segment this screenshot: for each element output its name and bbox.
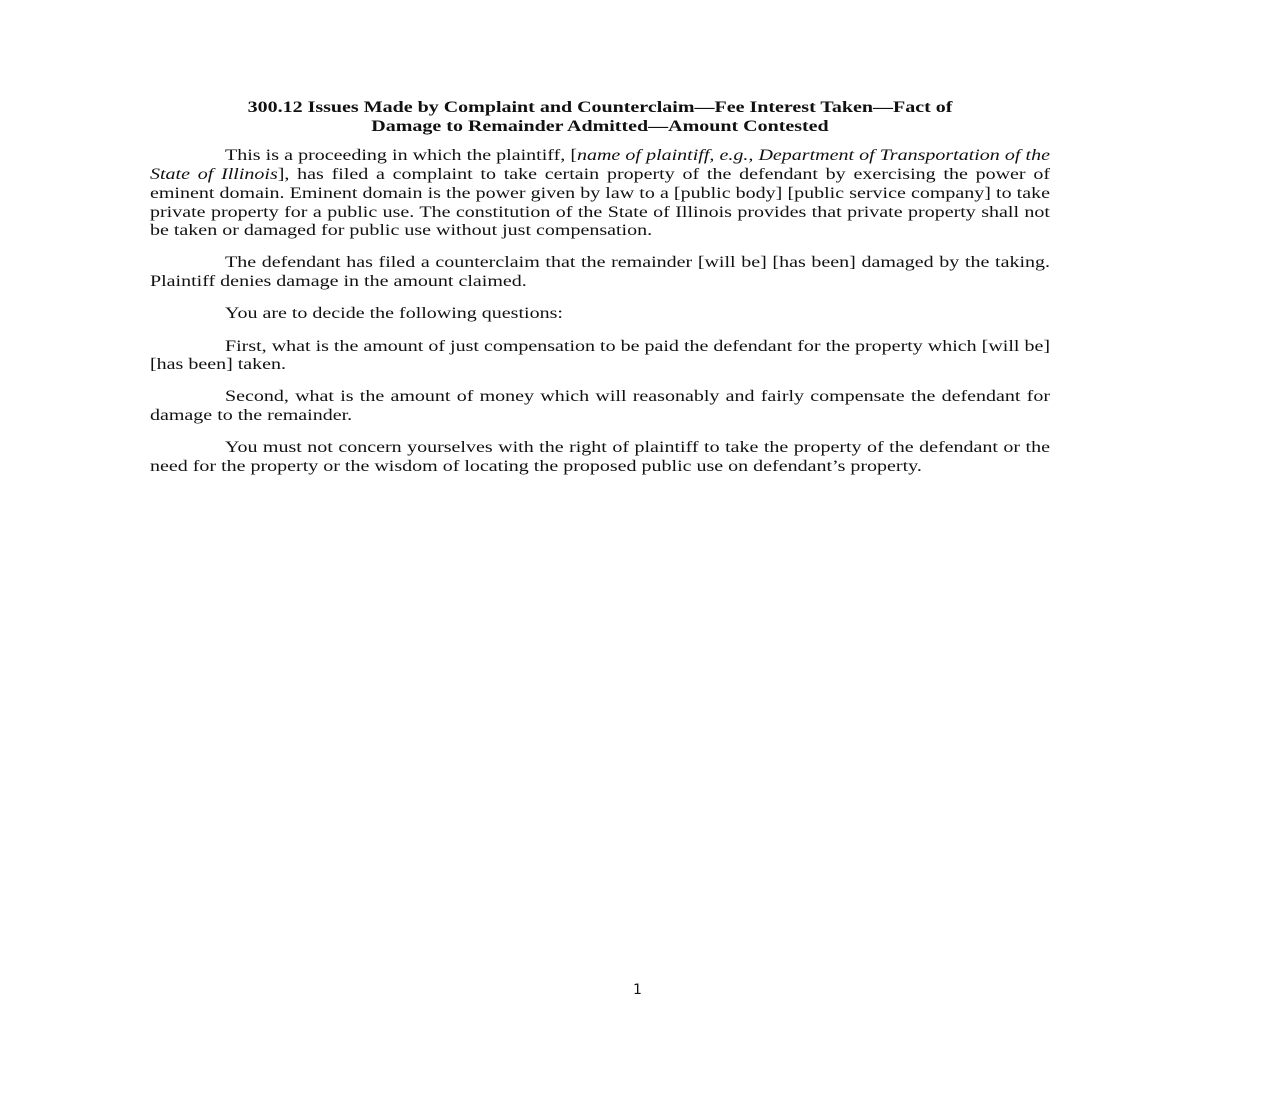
title-line-2: Damage to Remainder Admitted—Amount Contested [371, 117, 829, 135]
document-title [150, 99, 1050, 136]
document-body [150, 99, 1050, 490]
paragraph-4: First, what is the amount of just compensation to be paid the defendant for the property which [will be] [has been] taken. [150, 337, 1050, 374]
page-number: 1 [633, 982, 642, 998]
paragraph-1-part-2: ], has filed a complaint to take certain property of the defendant by exercising the power of eminent domain. Eminent domain is the power given by law to a [public body] [public service company] to take private property for a public use. The constitution of the State of Illinois provides that private property shall not be taken or damaged for public use without just compensation. [150, 166, 1050, 240]
paragraph-3: You are to decide the following questions: [225, 305, 563, 323]
paragraph-6: You must not concern yourselves with the right of plaintiff to take the property of the defendant or the need for the property or the wisdom of locating the proposed public use on defendant’s property. [150, 439, 1050, 476]
paragraph-1-italic: name of plaintiff, e.g., Department of Transportation of the State of Illinois [150, 147, 1050, 184]
paragraph-2: The defendant has filed a counterclaim that the remainder [will be] [has been] damaged by the taking. Plaintiff denies damage in the amount claimed. [150, 254, 1050, 291]
paragraph-5: Second, what is the amount of money which will reasonably and fairly compensate the defendant for damage to the remainder. [150, 388, 1050, 425]
paragraph-1-part-1: This is a proceeding in which the plaintiff, [ [225, 147, 577, 165]
title-line-1: 300.12 Issues Made by Complaint and Counterclaim—Fee Interest Taken—Fact of [247, 99, 953, 116]
paragraph-1 [150, 147, 1050, 241]
